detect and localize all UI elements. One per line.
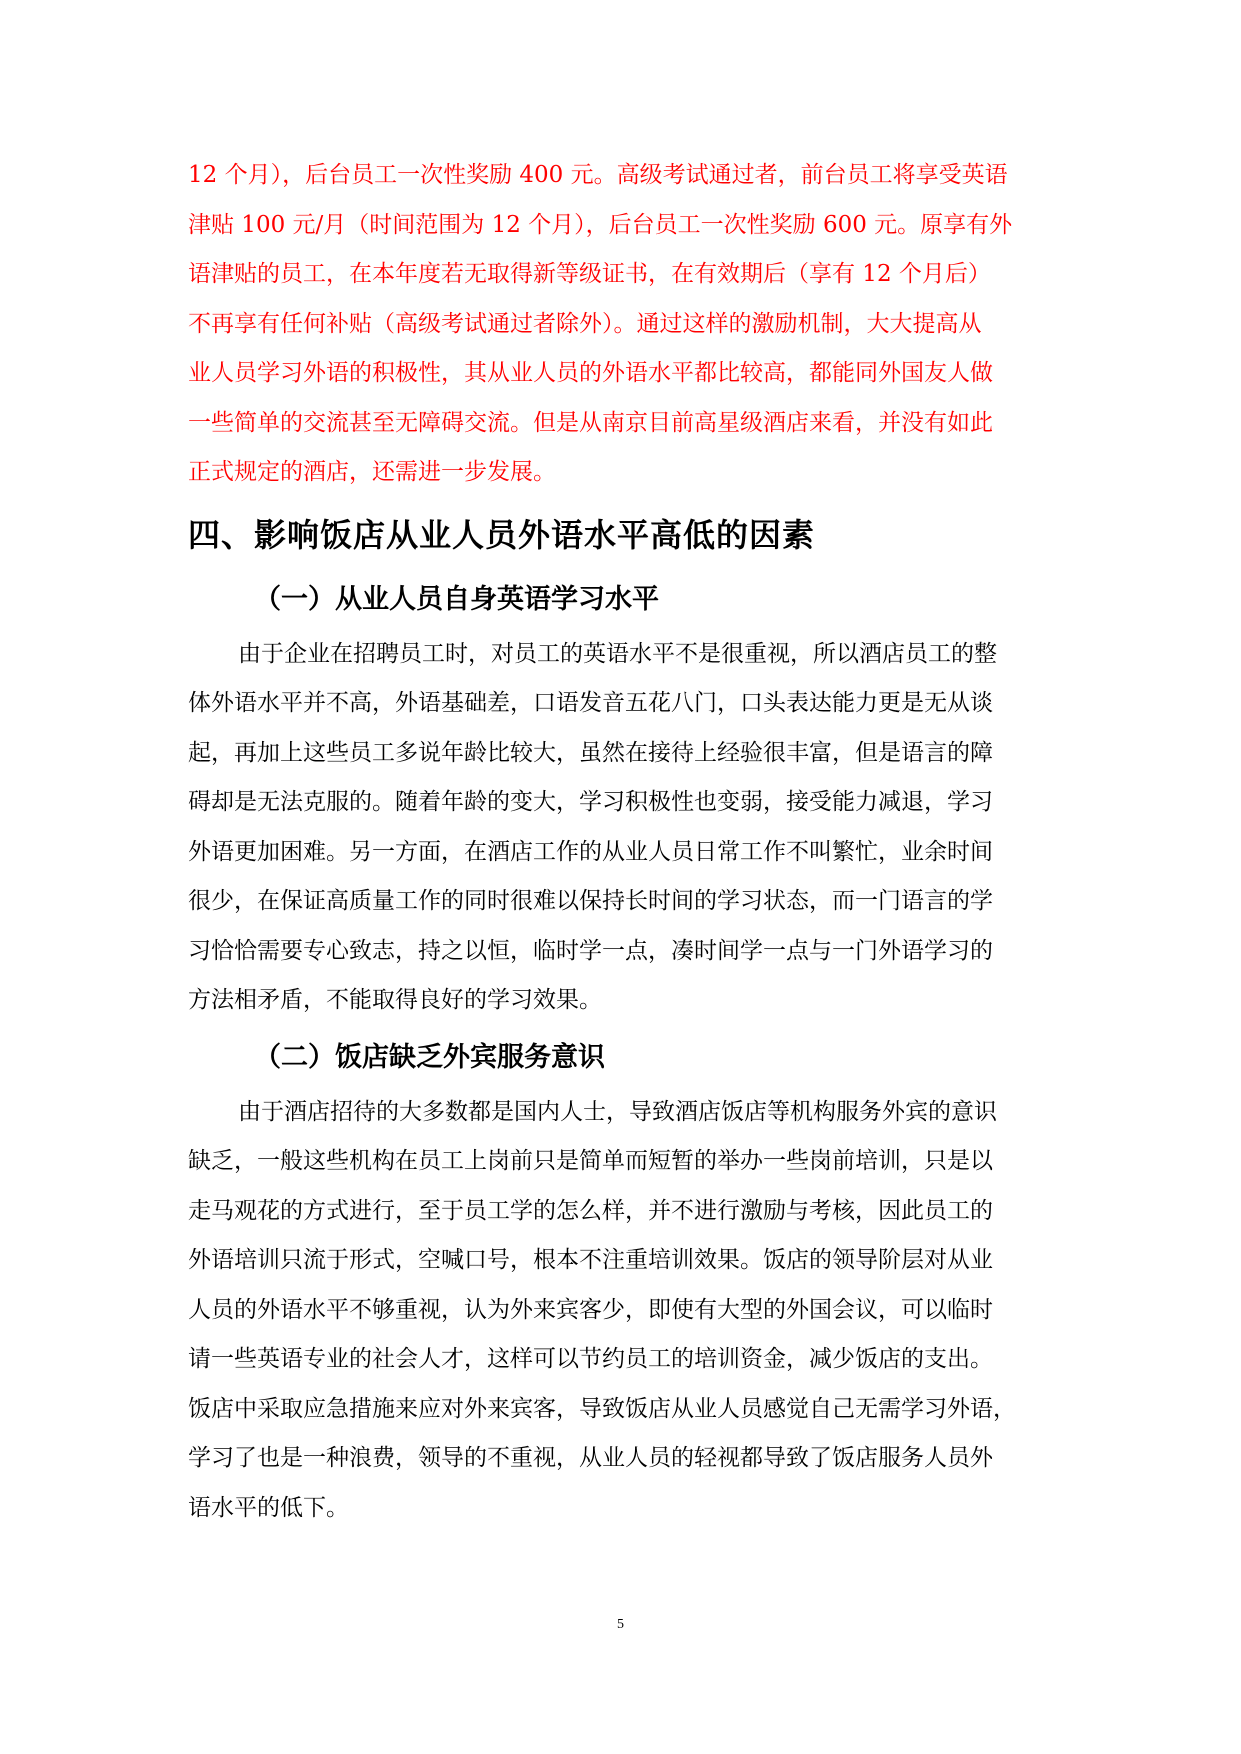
paragraph-line: 正式规定的酒店，还需进一步发展。 — [188, 459, 556, 485]
paragraph-line: 语津贴的员工，在本年度若无取得新等级证书，在有效期后（享有 12 个月后） — [188, 261, 991, 287]
paragraph-line: 饭店中采取应急措施来应对外来宾客，导致饭店从业人员感觉自己无需学习外语， — [188, 1395, 1016, 1422]
page-number: 5 — [617, 1617, 624, 1632]
subsection-2-heading: （二）饭店缺乏外宾服务意识 — [254, 1041, 605, 1073]
paragraph-line: 语水平的低下。 — [188, 1494, 349, 1521]
paragraph-line: 由于酒店招待的大多数都是国内人士，导致酒店饭店等机构服务外宾的意识 — [238, 1098, 997, 1125]
paragraph-line: 业人员学习外语的积极性，其从业人员的外语水平都比较高，都能同外国友人做 — [188, 360, 993, 386]
paragraph-line: 由于企业在招聘员工时，对员工的英语水平不是很重视，所以酒店员工的整 — [238, 640, 997, 667]
intro-red-paragraph — [188, 151, 1058, 498]
paragraph-line: 习恰恰需要专心致志，持之以恒，临时学一点，凑时间学一点与一门外语学习的 — [188, 937, 993, 964]
page-content — [188, 151, 1058, 1533]
paragraph-line: 很少，在保证高质量工作的同时很难以保持长时间的学习状态，而一门语言的学 — [188, 888, 993, 914]
subsection-2-paragraph — [188, 1088, 1058, 1534]
paragraph-line: 体外语水平并不高，外语基础差，口语发音五花八门，口头表达能力更是无从谈 — [188, 690, 993, 716]
paragraph-line: 起，再加上这些员工多说年龄比较大，虽然在接待上经验很丰富，但是语言的障 — [188, 739, 993, 766]
section-4-heading: 四、影响饭店从业人员外语水平高低的因素 — [188, 515, 816, 554]
subsection-1-paragraph — [188, 630, 1058, 1026]
paragraph-line: 缺乏，一般这些机构在员工上岗前只是简单而短暂的举办一些岗前培训，只是以 — [188, 1148, 993, 1174]
paragraph-line: 人员的外语水平不够重视，认为外来宾客少，即使有大型的外国会议，可以临时 — [188, 1296, 993, 1323]
paragraph-line: 学习了也是一种浪费，领导的不重视，从业人员的轻视都导致了饭店服务人员外 — [188, 1445, 993, 1471]
paragraph-line: 外语更加困难。另一方面，在酒店工作的从业人员日常工作不叫繁忙，业余时间 — [188, 838, 993, 865]
paragraph-line: 方法相矛盾，不能取得良好的学习效果。 — [188, 987, 602, 1013]
paragraph-line: 外语培训只流于形式，空喊口号，根本不注重培训效果。饭店的领导阶层对从业 — [188, 1247, 993, 1273]
paragraph-line: 津贴 100 元/月（时间范围为 12 个月），后台员工一次性奖励 600 元。原享有外 — [188, 211, 1013, 238]
paragraph-line: 不再享有任何补贴（高级考试通过者除外）。通过这样的激励机制，大大提高从 — [188, 310, 982, 337]
paragraph-line: 请一些英语专业的社会人才，这样可以节约员工的培训资金，减少饭店的支出。 — [188, 1346, 993, 1372]
paragraph-line: 一些简单的交流甚至无障碍交流。但是从南京目前高星级酒店来看，并没有如此 — [188, 409, 993, 436]
subsection-1-heading: （一）从业人员自身英语学习水平 — [254, 583, 659, 615]
paragraph-line: 12 个月），后台员工一次性奖励 400 元。高级考试通过者，前台员工将享受英语 — [188, 162, 1008, 188]
paragraph-line: 走马观花的方式进行，至于员工学的怎么样，并不进行激励与考核，因此员工的 — [188, 1197, 993, 1224]
paragraph-line: 碍却是无法克服的。随着年龄的变大，学习积极性也变弱，接受能力减退，学习 — [188, 789, 993, 815]
